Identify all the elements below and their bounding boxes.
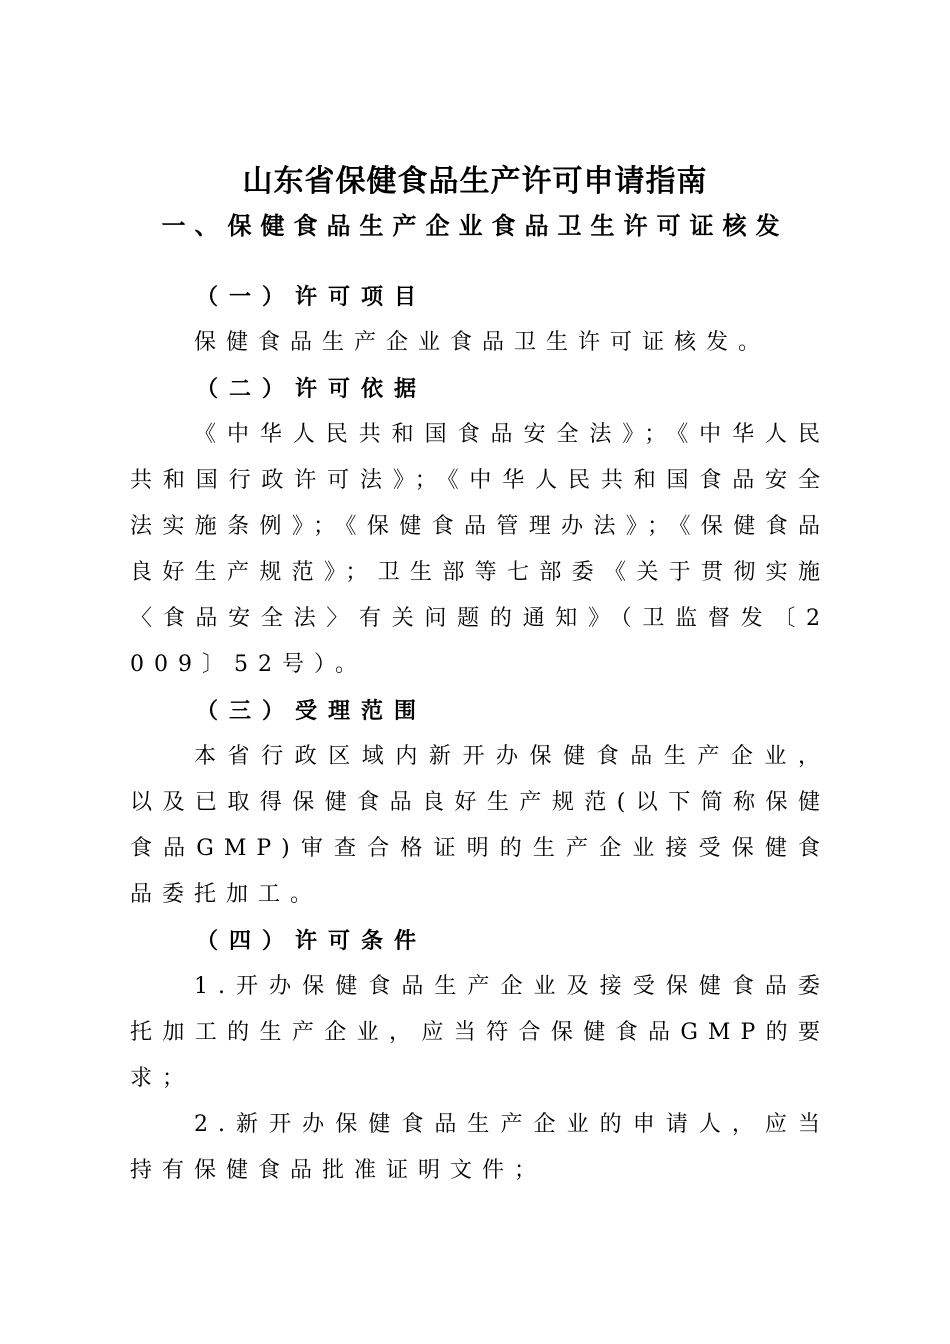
section-heading: （四）许可条件 xyxy=(196,928,428,954)
section-heading: （三）受理范围 xyxy=(196,698,428,724)
section-license-conditions xyxy=(130,918,830,1194)
document-subtitle: 一、保健食品生产企业食品卫生许可证核发 xyxy=(161,211,789,240)
section-heading: （二）许可依据 xyxy=(196,376,428,402)
document-body xyxy=(130,274,830,1194)
section-acceptance-scope xyxy=(130,688,830,918)
paragraph: 2.新开办保健食品生产企业的申请人，应当持有保健食品批准证明文件； xyxy=(130,1112,830,1183)
paragraph: 《中华人民共和国食品安全法》；《中华人民共和国行政许可法》；《中华人民共和国食品安全法实施条例》；《保健食品管理办法》；《保健食品良好生产规范》；卫生部等七部委《关于贯彻实施〈食品安全法〉有关问题的通知》（卫监督发〔2009〕52号）。 xyxy=(130,422,830,677)
document-title: 山东省保健食品生产许可申请指南 xyxy=(242,164,708,199)
section-license-item xyxy=(130,274,830,366)
paragraph: 本省行政区域内新开办保健食品生产企业，以及已取得保健食品良好生产规范(以下简称保健食品GMP)审查合格证明的生产企业接受保健食品委托加工。 xyxy=(130,744,830,907)
paragraph: 1.开办保健食品生产企业及接受保健食品委托加工的生产企业，应当符合保健食品GMP的要求； xyxy=(130,974,830,1091)
paragraph: 保健食品生产企业食品卫生许可证核发。 xyxy=(194,330,771,355)
section-license-basis xyxy=(130,366,830,688)
section-heading: （一）许可项目 xyxy=(196,284,428,310)
